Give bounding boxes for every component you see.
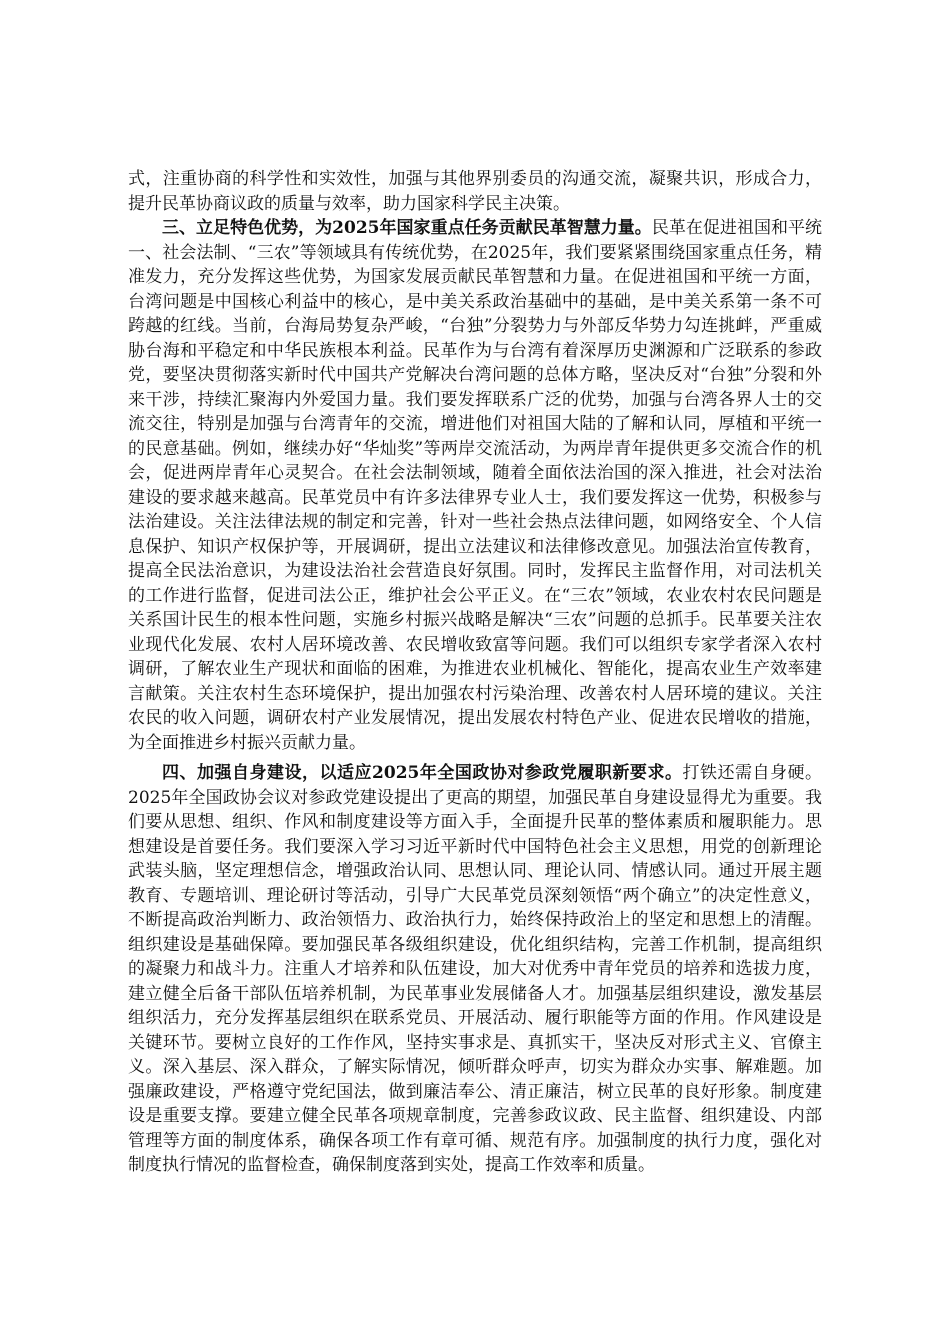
section-heading-three: 三、立足特色优势，为2025年国家重点任务贡献民革智慧力量。 <box>162 218 652 238</box>
section-heading-four: 四、加强自身建设，以适应2025年全国政协对参政党履职新要求。 <box>162 763 683 783</box>
document-page <box>128 167 822 1178</box>
paragraph-body: 民革在促进祖国和平统一、社会法制、“三农”等领域具有传统优势，在2025年，我们要紧紧围绕国家重点任务，精准发力，充分发挥这些优势，为国家发展贡献民革智慧和力量。在促进祖国和平统一方面，台湾问题是中国核心利益中的核心，是中美关系政治基础中的基础，是中美关系第一条不可跨越的红线。当前，台海局势复杂严峻，“台独”分裂势力与外部反华势力勾连挑衅，严重威胁台海和平稳定和中华民族根本利益。民革作为与台湾有着深厚历史渊源和广泛联系的参政党，要坚决贯彻落实新时代中国共产党解决台湾问题的总体方略，坚决反对“台独”分裂和外来干涉，持续汇聚海内外爱国力量。我们要发挥联系广泛的优势，加强与台湾各界人士的交流交往，特别是加强与台湾青年的交流，增进他们对祖国大陆的了解和认同，厚植和平统一的民意基础。例如，继续办好“华灿奖”等两岸交流活动，为两岸青年提供更多交流合作的机会，促进两岸青年心灵契合。在社会法制领域，随着全面依法治国的深入推进，社会对法治建设的要求越来越高。民革党员中有许多法律界专业人士，我们要发挥这一优势，积极参与法治建设。关注法律法规的制定和完善，针对一些社会热点法律问题，如网络安全、个人信息保护、知识产权保护等，开展调研，提出立法建议和法律修改意见。加强法治宣传教育，提高全民法治意识，为建设法治社会营造良好氛围。同时，发挥民主监督作用，对司法机关的工作进行监督，促进司法公正，维护社会公平正义。在“三农”领域，农业农村农民问题是关系国计民生的根本性问题，实施乡村振兴战略是解决“三农”问题的总抓手。民革要关注农业现代化发展、农村人居环境改善、农民增收致富等问题。我们可以组织专家学者深入农村调研，了解农业生产现状和面临的困难，为推进农业机械化、智能化，提高农业生产效率建言献策。关注农村生态环境保护，提出加强农村污染治理、改善农村人居环境的建议。关注农民的收入问题，调研农村产业发展情况，提出发展农村特色产业、促进农民增收的措施，为全面推进乡村振兴贡献力量。 <box>128 218 822 753</box>
paragraph-continuation <box>128 167 822 216</box>
paragraph-section-four <box>128 761 822 1178</box>
paragraph-section-three <box>128 216 822 755</box>
paragraph-body: 式，注重协商的科学性和实效性，加强与其他界别委员的沟通交流，凝聚共识，形成合力，提升民革协商议政的质量与效率，助力国家科学民主决策。 <box>128 169 822 214</box>
paragraph-body: 打铁还需自身硬。2025年全国政协会议对参政党建设提出了更高的期望，加强民革自身建设显得尤为重要。我们要从思想、组织、作风和制度建设等方面入手，全面提升民革的整体素质和履职能力。思想建设是首要任务。我们要深入学习习近平新时代中国特色社会主义思想，用党的创新理论武装头脑，坚定理想信念，增强政治认同、思想认同、理论认同、情感认同。通过开展主题教育、专题培训、理论研讨等活动，引导广大民革党员深刻领悟“两个确立”的决定性意义，不断提高政治判断力、政治领悟力、政治执行力，始终保持政治上的坚定和思想上的清醒。组织建设是基础保障。要加强民革各级组织建设，优化组织结构，完善工作机制，提高组织的凝聚力和战斗力。注重人才培养和队伍建设，加大对优秀中青年党员的培养和选拔力度，建立健全后备干部队伍培养机制，为民革事业发展储备人才。加强基层组织建设，激发基层组织活力，充分发挥基层组织在联系党员、开展活动、履行职能等方面的作用。作风建设是关键环节。要树立良好的工作作风，坚持实事求是、真抓实干，坚决反对形式主义、官僚主义。深入基层、深入群众，了解实际情况，倾听群众呼声，切实为群众办实事、解难题。加强廉政建设，严格遵守党纪国法，做到廉洁奉公、清正廉洁，树立民革的良好形象。制度建设是重要支撑。要建立健全民革各项规章制度，完善参政议政、民主监督、组织建设、内部管理等方面的制度体系，确保各项工作有章可循、规范有序。加强制度的执行力度，强化对制度执行情况的监督检查，确保制度落到实处，提高工作效率和质量。 <box>128 763 822 1175</box>
